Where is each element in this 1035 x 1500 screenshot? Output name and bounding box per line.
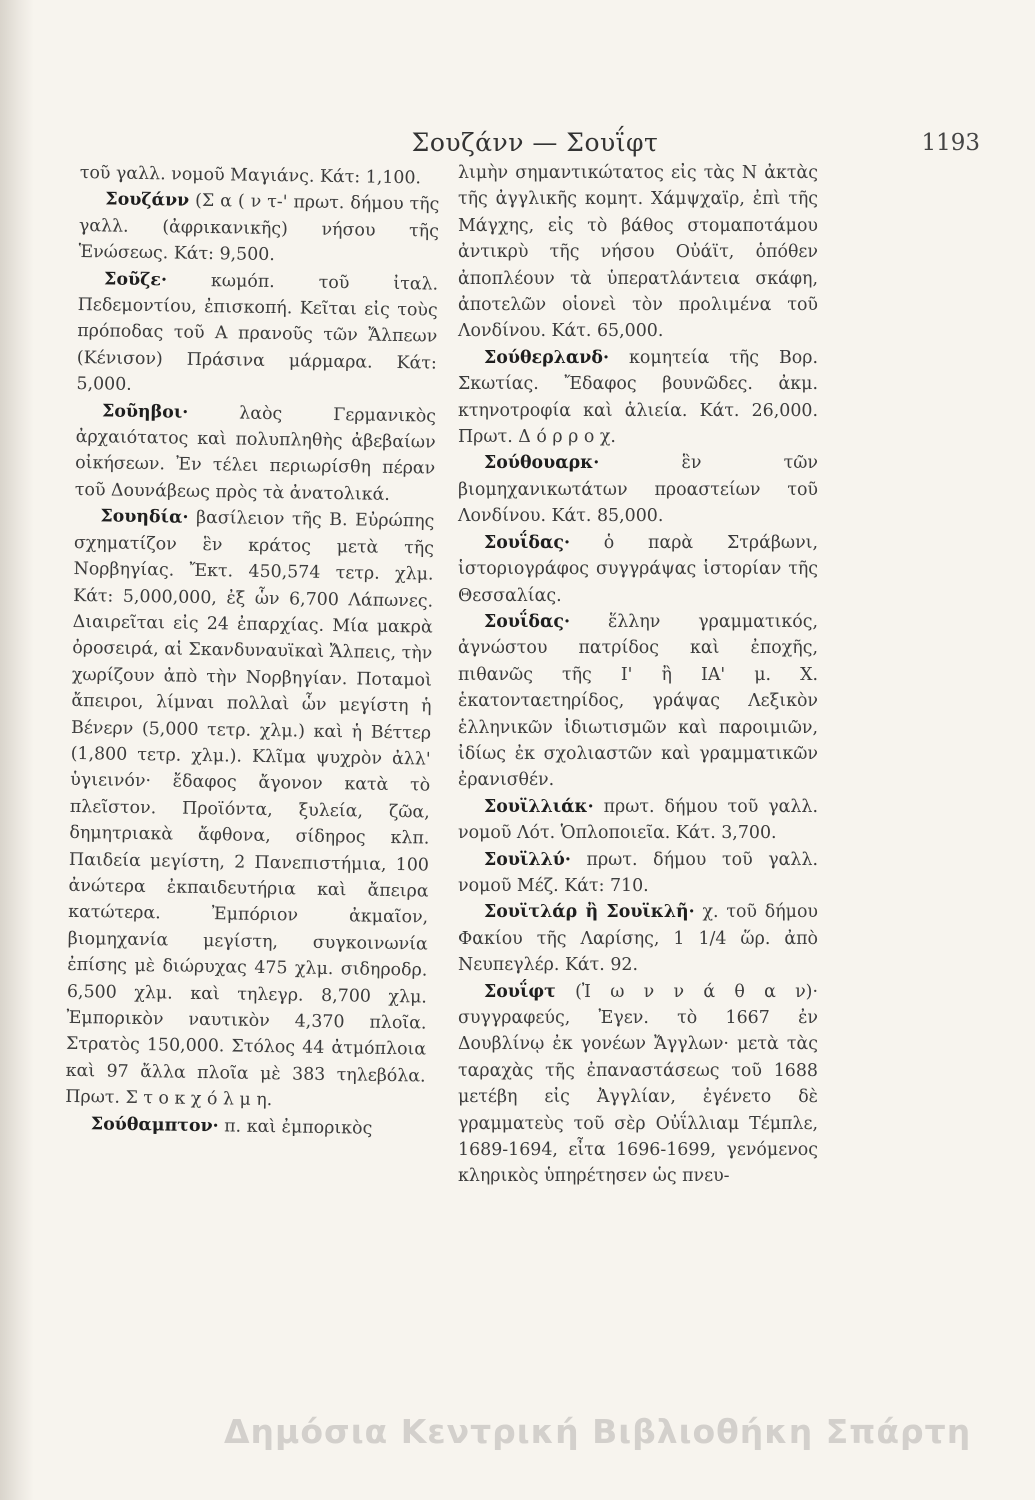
entry-text: λαὸς Γερμανικὸς ἀρχαιότατος καὶ πολυπληθὴς ἀβεβαίων οἰκήσεων. Ἐν τέλει περιωρίσθη πέραν τοῦ Δουνάβεως πρὸς τὰ ἀνατολικά. <box>74 403 437 505</box>
dictionary-entry <box>458 979 818 1190</box>
dictionary-entry <box>75 398 437 509</box>
dictionary-entry <box>78 186 439 271</box>
entry-text: (Σ α ( ν τ-' πρωτ. δήμου τῆς γαλλ. (ἀφρικανικῆς) νήσου τῆς Ἑνώσεως. Κάτ: 9,500. <box>78 191 440 266</box>
dictionary-entry <box>65 1111 425 1143</box>
entry-headword: Σουϊτλάρ ἢ Σουϊκλῆ· <box>484 902 695 923</box>
left-column <box>65 160 440 1143</box>
dictionary-entry <box>458 450 818 529</box>
page-number: 1193 <box>921 130 980 156</box>
entry-text: κωμόπ. τοῦ ἰταλ. Πεδεμοντίου, ἐπισκοπή. Κεῖται εἰς τοὺς πρόποδας τοῦ Α πρανοῦς τῶν Ἄλπεων (Κένισον) Πράσινα μάρμαρα. Κάτ: 5,000. <box>76 270 439 396</box>
entry-headword: Σούθουαρκ· <box>484 453 600 474</box>
entry-text: (Ἰ ω ν ν ά θ α ν)· συγγραφεύς, Ἐγεν. τὸ 1667 ἐν Δουβλίνῳ ἐκ γονέων Ἄγγλων· μετὰ τὰς ταραχὰς τῆς ἐπαναστάσεως τοῦ 1688 μετέβη εἰς Ἀγγλίαν, ἐγένετο δὲ γραμματεὺς τοῦ σὲρ Οὐΐλλιαμ Τέμπλε, 1689-1694, εἶτα 1696-1699, γενόμενος κληρικὸς ὑπηρέτησεν ὡς πνευ- <box>458 981 818 1187</box>
entry-text: κομητεία τῆς Βορ. Σκωτίας. Ἔδαφος βουνῶδες. ἀκμ. κτηνοτροφία καὶ ἁλιεία. Κάτ. 26,000. Πρωτ. Δ ό ρ ρ ο χ. <box>458 347 819 448</box>
entry-headword: Σούθερλανδ· <box>484 347 609 368</box>
entry-text: χ. τοῦ δήμου Φακίου τῆς Λαρίσης, 1 1/4 ὥρ. ἀπὸ Νευπεγλέρ. Κάτ. 92. <box>458 902 818 976</box>
right-column <box>458 160 818 1190</box>
dictionary-entry <box>65 503 434 1116</box>
entry-headword: Σουΐφτ <box>484 981 556 1002</box>
entry-headword: Σουϊλλύ· <box>484 849 571 870</box>
dictionary-entry <box>458 794 818 847</box>
entry-headword: Σουηδία· <box>100 506 189 529</box>
dictionary-entry <box>458 899 818 978</box>
entry-headword: Σούθαμπτον· <box>90 1113 219 1136</box>
entry-headword: Σουΐδας· <box>484 611 571 632</box>
entry-text: ὁ παρὰ Στράβωνι, ἱστοριογράφος συγγράψας ἱστορίαν τῆς Θεσσαλίας. <box>458 532 818 606</box>
entry-headword: Σοῦζε· <box>103 269 168 291</box>
entry-headword: Σουϊλλιάκ· <box>484 796 594 817</box>
dictionary-entry <box>458 847 818 900</box>
dictionary-entry <box>76 266 438 404</box>
library-watermark: Δημόσια Κεντρική Βιβλιοθήκη Σπάρτη <box>224 1412 972 1451</box>
entry-text: πρωτ. δήμου τοῦ γαλλ. νομοῦ Μέζ. Κάτ: 710. <box>458 849 818 896</box>
dictionary-entry <box>458 345 818 451</box>
entry-text: ἕλλην γραμματικός, ἀγνώστου πατρίδος καὶ ἐποχῆς, πιθανῶς τῆς Ι' ἢ ΙΑ' μ. Χ. ἑκατονταετηρίδος, γράψας Λεξικὸν ἑλληνικῶν ἰδιωτισμῶν καὶ παροιμιῶν, ἰδίως ἐκ σχολιαστῶν καὶ γραμματικῶν ἐρανισθέν. <box>458 611 819 791</box>
header-title: Σουζάνν — Σουΐφτ <box>411 128 659 157</box>
entry-text: πρωτ. δήμου τοῦ γαλλ. νομοῦ Λότ. Ὁπλοποιεῖα. Κάτ. 3,700. <box>458 796 818 844</box>
entry-text: βασίλειον τῆς Β. Εὐρώπης σχηματίζον ἓν κράτος μετὰ τῆς Νορβηγίας. Ἔκτ. 450,574 τετρ. χλμ. Κάτ: 5,000,000, ἐξ ὧν 6,700 Λάπωνες. Διαιρεῖται εἰς 24 ἐπαρχίας. Μία μακρὰ ὀροσειρά, αἱ Σκανδυναυϊκαὶ Ἄλπεις, τὴν χωρίζουν ἀπὸ τὴν Νορβηγίαν. Ποταμοὶ ἄπειροι, λίμναι πολλαὶ ὧν μεγίστη ἡ Βένερν (5,000 τετρ. χλμ.) καὶ ἡ Βέττερ (1,800 τετρ. χλμ.). Κλῖμα ψυχρὸν ἀλλ' ὑγιεινόν· ἔδαφος ἄγονον κατὰ τὸ πλεῖστον. Προϊόντα, ξυλεία, ζῶα, δημητριακὰ ἄφθονα, σίδηρος κλπ. Παιδεία μεγίστη, 2 Πανεπιστήμια, 100 ἀνώτερα ἐκπαιδευτήρια καὶ ἄπειρα κατώτερα. Ἐμπόριον ἀκμαῖον, βιομηχανία μεγίστη, συγκοινωνία ἐπίσης μὲ διώρυχας 475 χλμ. σιδηροδρ. 6,500 χλμ. καὶ τηλεγρ. 8,700 χλμ. Ἐμπορικὸν ναυτικὸν 4,370 πλοῖα. Στρατὸς 150,000. Στόλος 44 ἀτμόπλοια καὶ 97 ἄλλα πλοῖα μὲ 383 τηλεβόλα. Πρωτ. Σ τ ο κ χ ό λ μ η. <box>65 508 435 1111</box>
entry-headword: Σουζάνν <box>105 189 190 212</box>
dictionary-entry <box>458 530 818 609</box>
entry-headword: Σουΐδας· <box>484 532 571 553</box>
dictionary-entry <box>458 609 818 794</box>
entry-text: τοῦ γαλλ. νομοῦ Μαγιάνς. Κάτ: 1,100. <box>79 162 422 189</box>
entry-text: π. καὶ ἐμπορικὸς <box>224 1116 373 1139</box>
dictionary-entry <box>458 160 818 345</box>
entry-headword: Σοῦηβοι· <box>101 401 189 423</box>
page-binding-edge <box>0 0 34 1500</box>
entry-text: λιμὴν σημαντικώτατος εἰς τὰς Ν ἀκτὰς τῆς ἀγγλικῆς κομητ. Χάμψχαϊρ, ἐπὶ τῆς Μάγχης, εἰς τὸ βάθος στομαποτάμου ἀντικρὺ τῆς νήσου Οὐάϊτ, ὁπόθεν ἀποπλέουν τὰ ὑπερατλάντεια σκάφη, ἀποτελῶν οἱονεὶ τὸν προλιμένα τοῦ Λονδίνου. Κάτ. 65,000. <box>458 163 818 342</box>
entry-text: ἓν τῶν βιομηχανικωτάτων προαστείων τοῦ Λονδίνου. Κάτ. 85,000. <box>458 453 819 527</box>
